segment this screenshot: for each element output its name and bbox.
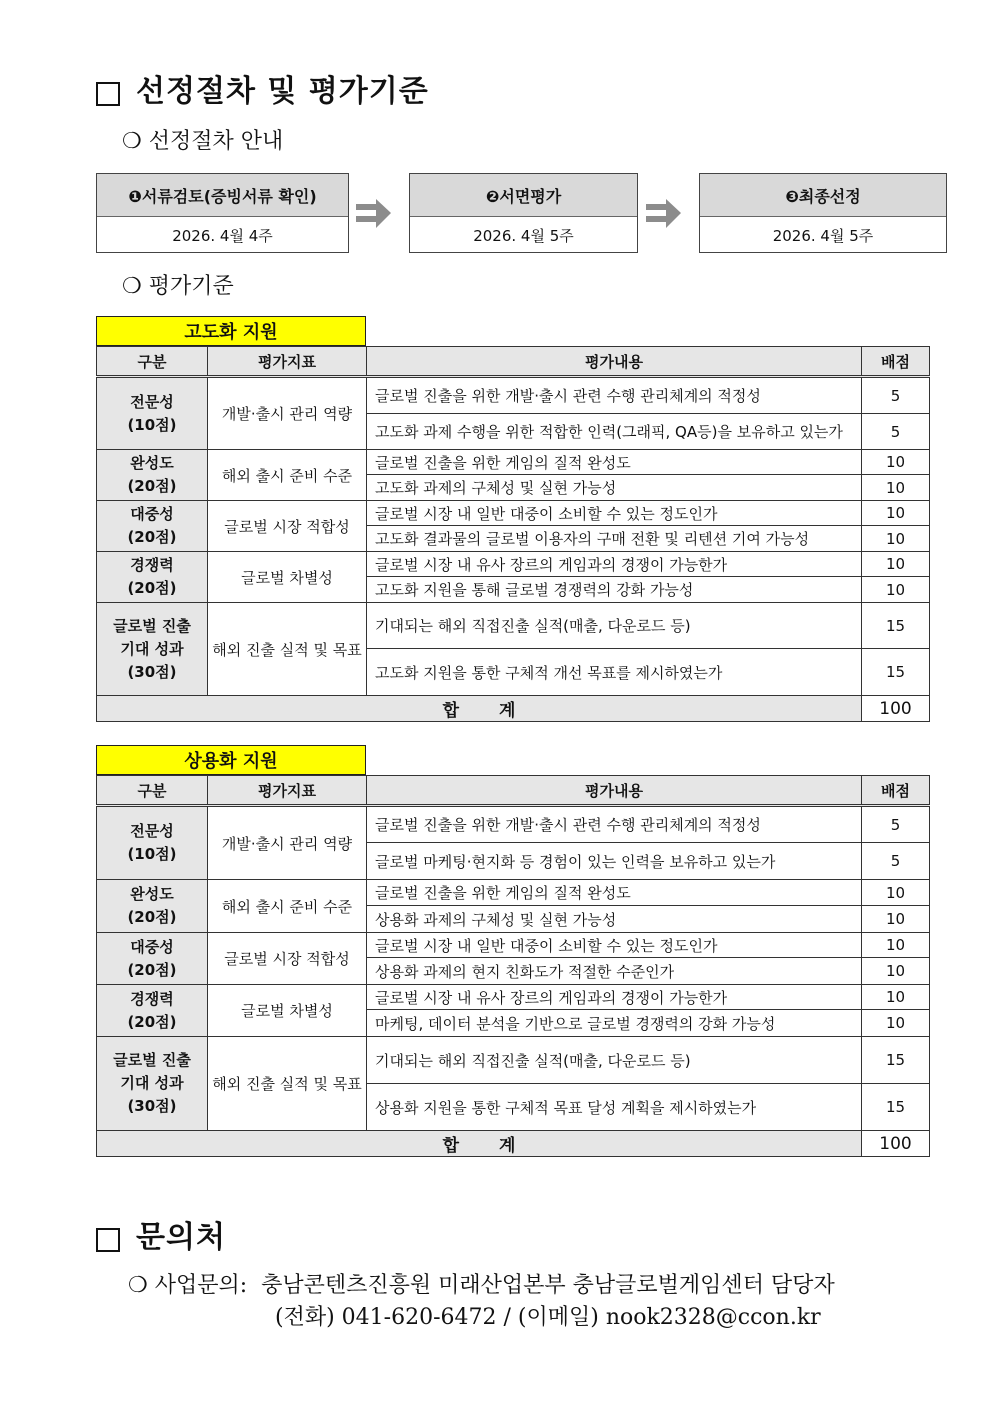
step-date: 2026. 4월 5주 bbox=[772, 226, 874, 245]
score-cell: 5 bbox=[862, 806, 930, 843]
content-cell: 글로벌 시장 내 일반 대중이 소비할 수 있는 정도인가 bbox=[367, 501, 862, 526]
content-cell: 글로벌 진출을 위한 개발·출시 관련 수행 관리체계의 적정성 bbox=[367, 806, 862, 843]
evaluation-table-commercialization bbox=[96, 775, 930, 1157]
table-row bbox=[97, 933, 930, 958]
indicator-cell: 해외 출시 준비 수준 bbox=[208, 450, 367, 501]
checkbox-square-icon bbox=[96, 82, 120, 106]
indicator-cell: 개발·출시 관리 역량 bbox=[208, 377, 367, 450]
circle-bullet-icon: ❍ bbox=[122, 274, 142, 299]
content-cell: 글로벌 마케팅·현지화 등 경험이 있는 인력을 보유하고 있는가 bbox=[367, 843, 862, 880]
content-cell: 기대되는 해외 직접진출 실적(매출, 다운로드 등) bbox=[367, 1037, 862, 1084]
score-cell: 10 bbox=[862, 577, 930, 603]
evaluation-table-advancement bbox=[96, 346, 930, 722]
indicator-cell: 개발·출시 관리 역량 bbox=[208, 806, 367, 880]
content-cell: 글로벌 진출을 위한 게임의 질적 완성도 bbox=[367, 450, 862, 475]
procedure-subheading bbox=[122, 124, 283, 155]
content-cell: 고도화 지원을 통해 글로벌 경쟁력의 강화 가능성 bbox=[367, 577, 862, 603]
criteria-label: 평가기준 bbox=[148, 274, 234, 299]
content-cell: 기대되는 해외 직접진출 실적(매출, 다운로드 등) bbox=[367, 603, 862, 649]
category-cell: 전문성 (10점) bbox=[97, 377, 208, 450]
step-name: ❷서면평가 bbox=[410, 174, 637, 217]
content-cell: 고도화 결과물의 글로벌 이용자의 구매 전환 및 리텐션 기여 가능성 bbox=[367, 526, 862, 552]
section2-header bbox=[96, 1212, 226, 1256]
step-date: 2026. 4월 5주 bbox=[473, 226, 574, 245]
category-cell: 완성도 (20점) bbox=[97, 450, 208, 501]
score-cell: 10 bbox=[862, 450, 930, 475]
content-cell: 고도화 과제의 구체성 및 실현 가능성 bbox=[367, 475, 862, 501]
score-cell: 10 bbox=[862, 880, 930, 906]
total-value: 100 bbox=[862, 696, 930, 722]
category-cell: 글로벌 진출 기대 성과 (30점) bbox=[97, 603, 208, 696]
table-row bbox=[97, 377, 930, 414]
score-cell: 10 bbox=[862, 552, 930, 577]
category-cell: 대중성 (20점) bbox=[97, 933, 208, 985]
section1-title: 선정절차 및 평가기준 bbox=[136, 74, 429, 109]
content-cell: 글로벌 시장 내 유사 장르의 게임과의 경쟁이 가능한가 bbox=[367, 552, 862, 577]
step-name: ❶서류검토(증빙서류 확인) bbox=[97, 174, 348, 217]
indicator-cell: 해외 진출 실적 및 목표 bbox=[208, 1037, 367, 1131]
total-label: 합계 bbox=[97, 1131, 862, 1157]
column-header: 배점 bbox=[862, 776, 930, 806]
content-cell: 글로벌 진출을 위한 개발·출시 관련 수행 관리체계의 적정성 bbox=[367, 377, 862, 414]
step-box-2 bbox=[409, 173, 638, 253]
total-value: 100 bbox=[862, 1131, 930, 1157]
score-cell: 15 bbox=[862, 1037, 930, 1084]
content-cell: 고도화 지원을 통한 구체적 개선 목표를 제시하였는가 bbox=[367, 649, 862, 696]
content-cell: 글로벌 진출을 위한 게임의 질적 완성도 bbox=[367, 880, 862, 906]
score-cell: 10 bbox=[862, 958, 930, 985]
column-header: 평가내용 bbox=[367, 776, 862, 806]
category-cell: 대중성 (20점) bbox=[97, 501, 208, 552]
column-header: 평가지표 bbox=[208, 776, 367, 806]
content-cell: 상용화 과제의 현지 친화도가 적절한 수준인가 bbox=[367, 958, 862, 985]
table-row bbox=[97, 985, 930, 1010]
score-cell: 10 bbox=[862, 1010, 930, 1037]
step-box-1 bbox=[96, 173, 349, 253]
score-cell: 10 bbox=[862, 933, 930, 958]
step-name: ❸최종선정 bbox=[700, 174, 946, 217]
table-row bbox=[97, 806, 930, 843]
indicator-cell: 글로벌 시장 적합성 bbox=[208, 933, 367, 985]
content-cell: 글로벌 시장 내 유사 장르의 게임과의 경쟁이 가능한가 bbox=[367, 985, 862, 1010]
score-cell: 15 bbox=[862, 1084, 930, 1131]
arrow-right-icon bbox=[356, 197, 392, 231]
score-cell: 5 bbox=[862, 414, 930, 450]
score-cell: 10 bbox=[862, 501, 930, 526]
content-cell: 상용화 지원을 통한 구체적 목표 달성 계획을 제시하였는가 bbox=[367, 1084, 862, 1131]
score-cell: 10 bbox=[862, 906, 930, 933]
content-cell: 고도화 과제 수행을 위한 적합한 인력(그래픽, QA등)을 보유하고 있는가 bbox=[367, 414, 862, 450]
contact-label: 사업문의: bbox=[154, 1273, 248, 1298]
column-header: 평가내용 bbox=[367, 347, 862, 377]
indicator-cell: 해외 출시 준비 수준 bbox=[208, 880, 367, 933]
table-row bbox=[97, 450, 930, 475]
step-date: 2026. 4월 4주 bbox=[172, 226, 273, 245]
category-cell: 전문성 (10점) bbox=[97, 806, 208, 880]
table-row bbox=[97, 880, 930, 906]
score-cell: 10 bbox=[862, 985, 930, 1010]
step-box-3 bbox=[699, 173, 947, 253]
category-cell: 경쟁력 (20점) bbox=[97, 552, 208, 603]
contact-line-2 bbox=[275, 1300, 821, 1331]
indicator-cell: 글로벌 차별성 bbox=[208, 985, 367, 1037]
procedure-label: 선정절차 안내 bbox=[148, 129, 284, 154]
column-header: 평가지표 bbox=[208, 347, 367, 377]
indicator-cell: 글로벌 시장 적합성 bbox=[208, 501, 367, 552]
score-cell: 5 bbox=[862, 843, 930, 880]
table-header-row bbox=[97, 776, 930, 806]
arrow-right-icon bbox=[646, 197, 682, 231]
category-cell: 완성도 (20점) bbox=[97, 880, 208, 933]
circle-bullet-icon: ❍ bbox=[122, 129, 142, 154]
indicator-cell: 글로벌 차별성 bbox=[208, 552, 367, 603]
indicator-cell: 해외 진출 실적 및 목표 bbox=[208, 603, 367, 696]
table-row bbox=[97, 552, 930, 577]
table-row bbox=[97, 501, 930, 526]
column-header: 구분 bbox=[97, 347, 208, 377]
content-cell: 상용화 과제의 구체성 및 실현 가능성 bbox=[367, 906, 862, 933]
total-row bbox=[97, 696, 930, 722]
column-header: 배점 bbox=[862, 347, 930, 377]
category-cell: 글로벌 진출 기대 성과 (30점) bbox=[97, 1037, 208, 1131]
score-cell: 15 bbox=[862, 649, 930, 696]
contact-phone-email: (전화) 041-620-6472 / (이메일) nook2328@ccon.kr bbox=[275, 1305, 821, 1330]
table-header-row bbox=[97, 347, 930, 377]
contact-line-1 bbox=[128, 1268, 835, 1299]
contact-org: 충남콘텐츠진흥원 미래산업본부 충남글로벌게임센터 담당자 bbox=[261, 1273, 835, 1298]
table-row bbox=[97, 1037, 930, 1084]
score-cell: 5 bbox=[862, 377, 930, 414]
checkbox-square-icon bbox=[96, 1228, 120, 1252]
table2-tag: 상용화 지원 bbox=[96, 745, 366, 775]
score-cell: 15 bbox=[862, 603, 930, 649]
total-row bbox=[97, 1131, 930, 1157]
section2-title: 문의처 bbox=[136, 1220, 226, 1255]
column-header: 구분 bbox=[97, 776, 208, 806]
criteria-subheading bbox=[122, 269, 234, 300]
score-cell: 10 bbox=[862, 475, 930, 501]
content-cell: 마케팅, 데이터 분석을 기반으로 글로벌 경쟁력의 강화 가능성 bbox=[367, 1010, 862, 1037]
section1-header bbox=[96, 66, 429, 110]
table-row bbox=[97, 603, 930, 649]
table1-tag: 고도화 지원 bbox=[96, 316, 366, 346]
total-label: 합계 bbox=[97, 696, 862, 722]
category-cell: 경쟁력 (20점) bbox=[97, 985, 208, 1037]
score-cell: 10 bbox=[862, 526, 930, 552]
circle-bullet-icon: ❍ bbox=[128, 1273, 148, 1298]
content-cell: 글로벌 시장 내 일반 대중이 소비할 수 있는 정도인가 bbox=[367, 933, 862, 958]
